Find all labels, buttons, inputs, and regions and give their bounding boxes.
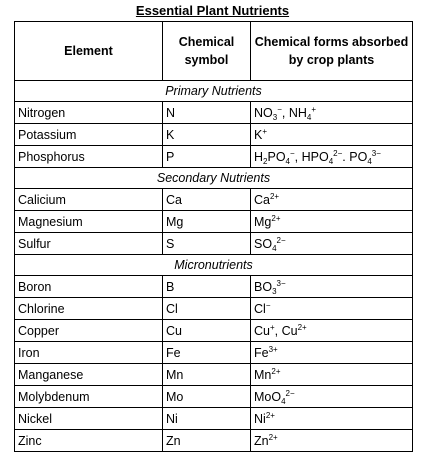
element-cell: Calicium	[15, 189, 163, 211]
element-cell: Boron	[15, 276, 163, 298]
section-header-row	[15, 168, 413, 189]
form-cell: $NO_3^-$, $NH_4^+$	[251, 102, 413, 124]
symbol-cell: Cu	[163, 320, 251, 342]
table-row	[15, 386, 413, 408]
form-cell: $Mg^{2+}$	[251, 211, 413, 233]
form-cell: Cl−	[251, 298, 413, 320]
table-row	[15, 102, 413, 124]
form-cell: $H_2PO_4^-$, $HPO_4^{2-}$. $PO_4^{3-}$	[251, 146, 413, 168]
element-cell: Potassium	[15, 124, 163, 146]
element-cell: Nickel	[15, 408, 163, 430]
form-cell: K+	[251, 124, 413, 146]
element-cell: Zinc	[15, 430, 163, 452]
table-row	[15, 276, 413, 298]
section-header-row	[15, 81, 413, 102]
table-row	[15, 189, 413, 211]
element-cell: Phosphorus	[15, 146, 163, 168]
table-row	[15, 430, 413, 452]
header-element: Element	[15, 22, 163, 81]
form-cell: $Mn^{2+}$	[251, 364, 413, 386]
symbol-cell: K	[163, 124, 251, 146]
symbol-cell: B	[163, 276, 251, 298]
nutrients-table	[14, 21, 413, 452]
table-row	[15, 233, 413, 255]
table-row	[15, 364, 413, 386]
form-cell: Cu+, $Cu^{2+}$	[251, 320, 413, 342]
element-cell: Nitrogen	[15, 102, 163, 124]
table-row	[15, 298, 413, 320]
header-forms: Chemical forms absorbed by crop plants	[251, 22, 413, 81]
element-cell: Magnesium	[15, 211, 163, 233]
section-title: Secondary Nutrients	[15, 168, 413, 189]
section-header-row	[15, 255, 413, 276]
element-cell: Manganese	[15, 364, 163, 386]
form-cell: $BO_3^{3-}$	[251, 276, 413, 298]
symbol-cell: Cl	[163, 298, 251, 320]
section-title: Primary Nutrients	[15, 81, 413, 102]
table-row	[15, 211, 413, 233]
symbol-cell: Ni	[163, 408, 251, 430]
page-title: Essential Plant Nutrients	[135, 3, 290, 18]
element-cell: Chlorine	[15, 298, 163, 320]
element-cell: Iron	[15, 342, 163, 364]
form-cell: $SO_4^{2-}$	[251, 233, 413, 255]
symbol-cell: Ca	[163, 189, 251, 211]
form-cell: $Zn^{2+}$	[251, 430, 413, 452]
table-body	[15, 81, 413, 452]
table-row	[15, 320, 413, 342]
element-cell: Molybdenum	[15, 386, 163, 408]
table-header-row	[15, 22, 413, 81]
symbol-cell: Mn	[163, 364, 251, 386]
symbol-cell: Zn	[163, 430, 251, 452]
table-row	[15, 408, 413, 430]
table-row	[15, 342, 413, 364]
form-cell: $Fe^{3+}$	[251, 342, 413, 364]
table-row	[15, 124, 413, 146]
symbol-cell: Mo	[163, 386, 251, 408]
symbol-cell: Fe	[163, 342, 251, 364]
section-title: Micronutrients	[15, 255, 413, 276]
symbol-cell: Mg	[163, 211, 251, 233]
form-cell: $Ca^{2+}$	[251, 189, 413, 211]
symbol-cell: S	[163, 233, 251, 255]
element-cell: Copper	[15, 320, 163, 342]
symbol-cell: N	[163, 102, 251, 124]
element-cell: Sulfur	[15, 233, 163, 255]
symbol-cell: P	[163, 146, 251, 168]
form-cell: $Ni^{2+}$	[251, 408, 413, 430]
header-symbol: Chemical symbol	[163, 22, 251, 81]
table-row	[15, 146, 413, 168]
form-cell: MoO$_4^{2-}$	[251, 386, 413, 408]
